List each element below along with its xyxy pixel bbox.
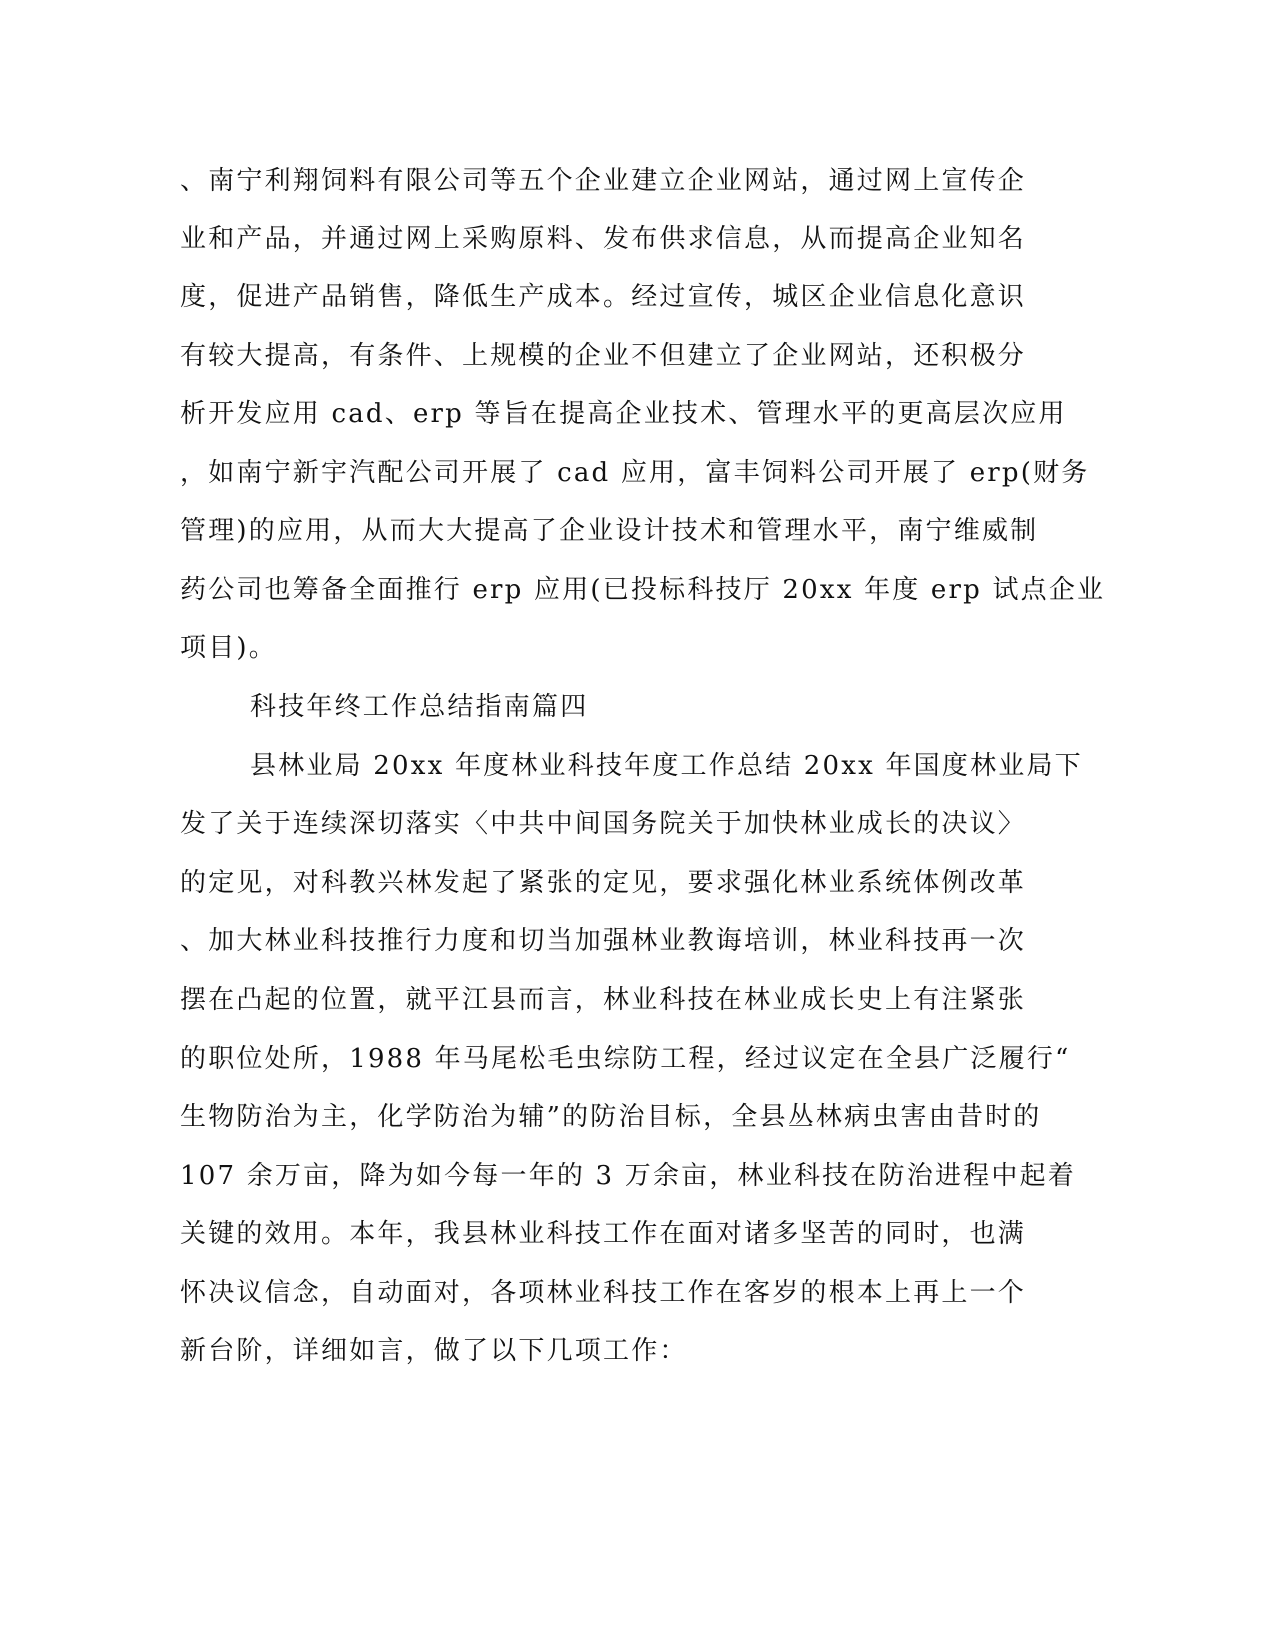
text-line: 业和产品，并通过网上采购原料、发布供求信息，从而提高企业知名 — [180, 224, 1027, 254]
text-line: 管理)的应用，从而大大提高了企业设计技术和管理水平，南宁维威制 — [180, 516, 1039, 546]
section-heading: 科技年终工作总结指南篇四 — [250, 692, 589, 722]
text-line: 新台阶，详细如言，做了以下几项工作： — [180, 1336, 688, 1366]
text-line: 的定见，对科教兴林发起了紧张的定见，要求强化林业系统体例改革 — [180, 868, 1027, 898]
text-line: 、南宁利翔饲料有限公司等五个企业建立企业网站，通过网上宣传企 — [180, 166, 1027, 196]
text-line: 关键的效用。本年，我县林业科技工作在面对诸多坚苦的同时，也满 — [180, 1219, 1027, 1249]
text-line: 县林业局 20xx 年度林业科技年度工作总结 20xx 年国度林业局下 — [250, 751, 1083, 781]
text-line: 有较大提高，有条件、上规模的企业不但建立了企业网站，还积极分 — [180, 341, 1027, 371]
text-line: 107 余万亩，降为如今每一年的 3 万余亩，林业科技在防治进程中起着 — [180, 1161, 1076, 1191]
text-line: 发了关于连续深切落实〈中共中间国务院关于加快林业成长的决议〉 — [180, 809, 1027, 839]
text-line: ，如南宁新宇汽配公司开展了 cad 应用，富丰饲料公司开展了 erp(财务 — [180, 458, 1090, 488]
text-line: 的职位处所，1988 年马尾松毛虫综防工程，经过议定在全县广泛履行“ — [180, 1044, 1071, 1074]
text-line: 析开发应用 cad、erp 等旨在提高企业技术、管理水平的更高层次应用 — [180, 399, 1067, 429]
text-line: 摆在凸起的位置，就平江县而言，林业科技在林业成长史上有注紧张 — [180, 985, 1027, 1015]
text-line: 项目)。 — [180, 633, 277, 663]
text-line: 怀决议信念，自动面对，各项林业科技工作在客岁的根本上再上一个 — [180, 1278, 1027, 1308]
text-line: 、加大林业科技推行力度和切当加强林业教诲培训，林业科技再一次 — [180, 926, 1027, 956]
text-line: 生物防治为主，化学防治为辅”的防治目标，全县丛林病虫害由昔时的 — [180, 1102, 1042, 1132]
text-line: 度，促进产品销售，降低生产成本。经过宣传，城区企业信息化意识 — [180, 282, 1027, 312]
text-line: 药公司也筹备全面推行 erp 应用(已投标科技厅 20xx 年度 erp 试点企业 — [180, 575, 1106, 605]
